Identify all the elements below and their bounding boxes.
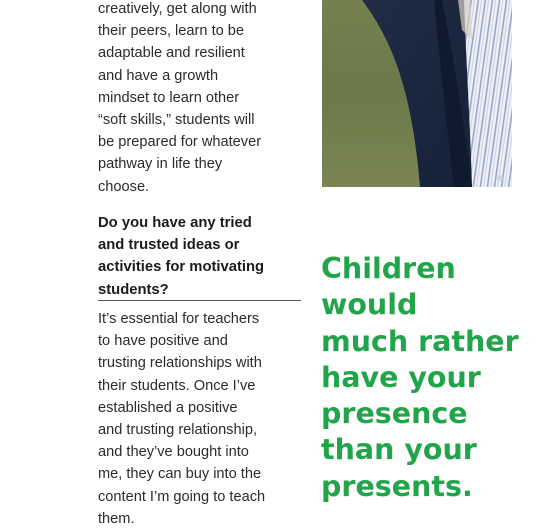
article-paragraph: It’s essential for teachers to have positive and trusting relationships with their students. Once I’ve established a positive and trusting relationship, and they’ve bought into me, they can buy into the content I’m going to teach them. (98, 311, 266, 527)
interview-question: Do you have any tried and trusted ideas or activities for motivating students? (98, 215, 265, 298)
pull-quote: Children would much rather have your presence than your presents. (321, 252, 519, 503)
portrait-photo (322, 0, 512, 187)
article-paragraph: creatively, get along with their peers, learn to be adaptable and resilient and have a growth mindset to learn other “soft skills,” students will be prepared for whatever pathway in life they choose. (98, 1, 262, 195)
question-divider (98, 300, 301, 301)
